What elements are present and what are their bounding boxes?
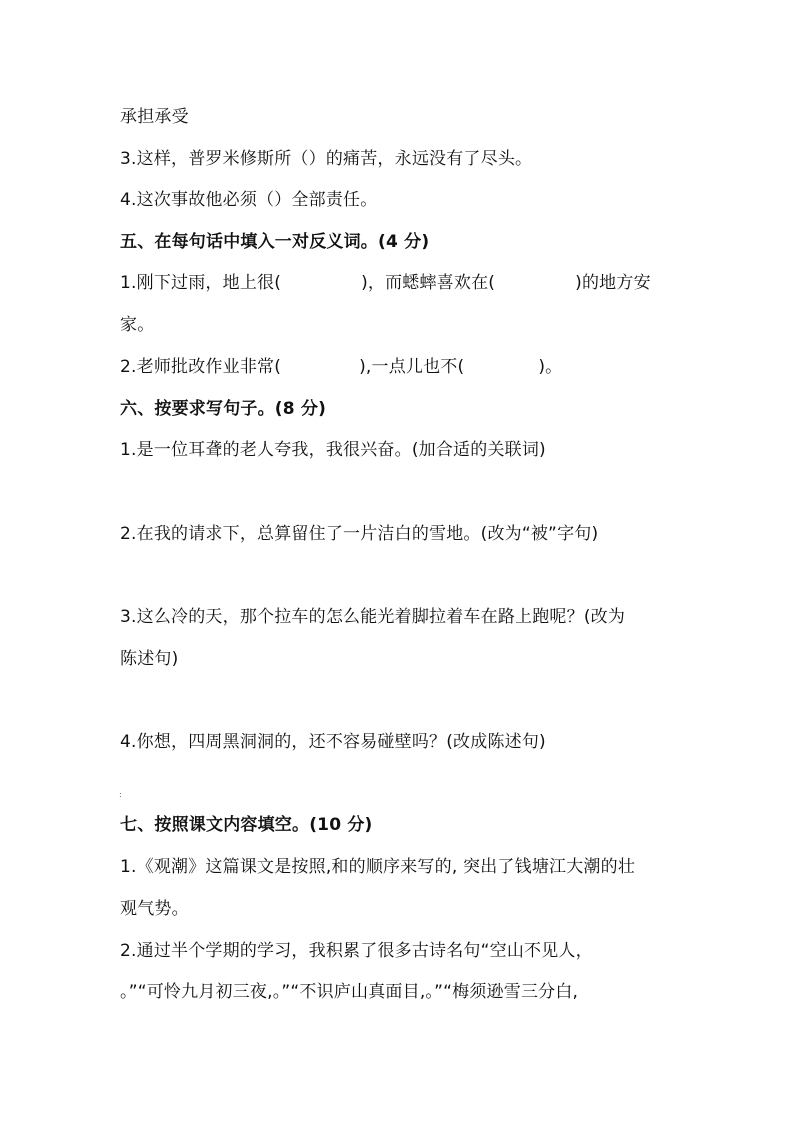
text-segment: 2.老师批改作业非常( — [120, 357, 282, 377]
section-7-heading: 七、按照课文内容填空。(10 分) — [120, 815, 373, 835]
section-6-question-2: 2.在我的请求下，总算留住了一片洁白的雪地。(改为“被”字句) — [120, 524, 599, 544]
section-6-question-3-cont: 陈述句) — [120, 649, 179, 669]
stray-mark: : — [119, 790, 122, 799]
section-5-question-1-cont: 家。 — [120, 315, 155, 335]
section-7-question-1: 1.《观潮》这篇课文是按照,和的顺序来写的, 突出了钱塘江大潮的壮 — [120, 857, 636, 877]
section-7-question-2-cont: 。”“可怜九月初三夜,。”“不识庐山真面目,。”“梅须逊雪三分白, — [120, 982, 579, 1002]
section-6-question-4: 4.你想，四周黑洞洞的，还不容易碰壁吗？(改成陈述句) — [120, 732, 546, 752]
text-segment: )，而蟋蟀喜欢在( — [361, 273, 496, 293]
question-4: 4.这次事故他必须（）全部责任。 — [120, 190, 378, 210]
text-segment: ),一点儿也不( — [359, 357, 465, 377]
text-segment: )。 — [538, 357, 563, 377]
text-segment: 1.刚下过雨，地上很( — [120, 273, 282, 293]
question-3: 3.这样，普罗米修斯所（）的痛苦，永远没有了尽头。 — [120, 149, 533, 169]
text-segment: )的地方安 — [575, 273, 651, 293]
section-6-heading: 六、按要求写句子。(8 分) — [120, 399, 327, 419]
section-7-question-1-cont: 观气势。 — [120, 899, 189, 919]
section-5-heading: 五、在每句话中填入一对反义词。(4 分) — [120, 232, 430, 252]
section-7-question-2: 2.通过半个学期的学习，我积累了很多古诗名句“空山不见人， — [120, 941, 593, 961]
section-5-question-2 — [120, 356, 562, 378]
word-choices: 承担承受 — [120, 107, 189, 127]
section-6-question-3: 3.这么冷的天，那个拉车的怎么能光着脚拉着车在路上跑呢？(改为 — [120, 607, 626, 627]
section-6-question-1: 1.是一位耳聋的老人夸我，我很兴奋。(加合适的关联词) — [120, 440, 546, 460]
section-5-question-1 — [120, 272, 651, 294]
